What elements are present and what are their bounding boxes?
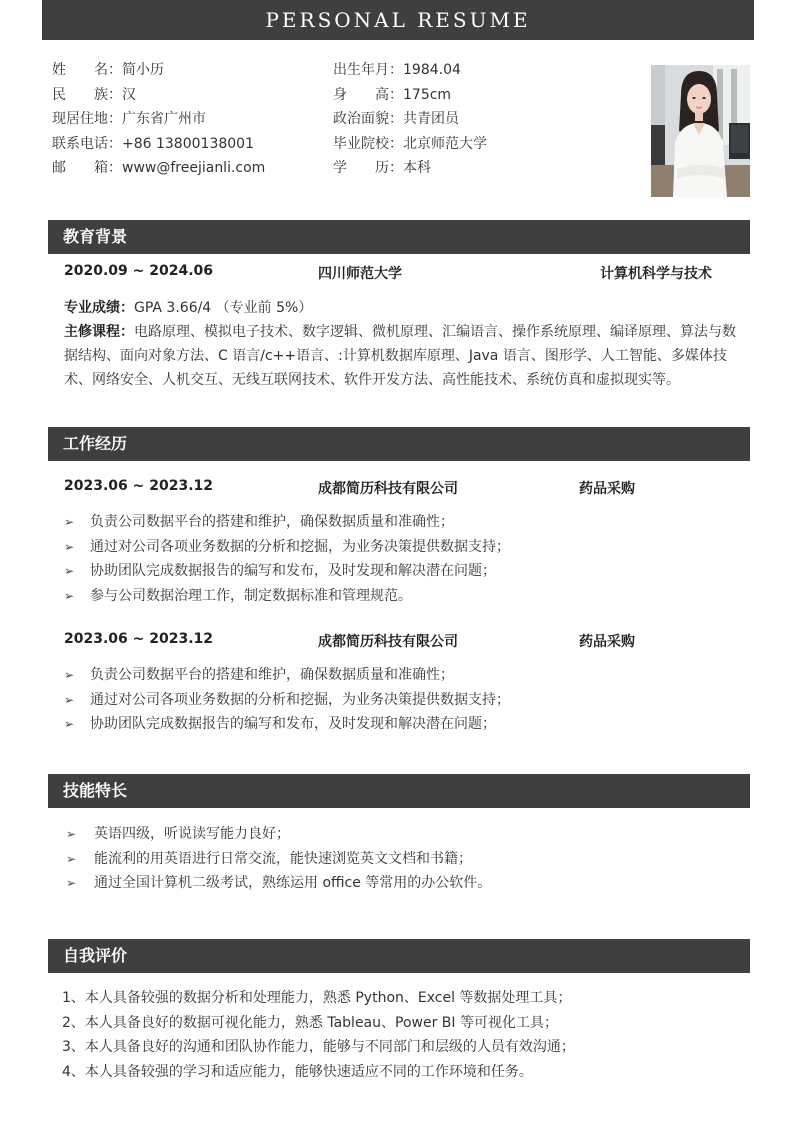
info-label: 联系电话 xyxy=(52,135,108,152)
work-date: 2023.06 ~ 2023.12 xyxy=(64,478,214,494)
list-item: ➢ 协助团队完成数据报告的编写和发布，及时发现和解决潜在问题； xyxy=(64,712,510,737)
info-row-residence: 现居住地：广东省广州市 xyxy=(52,107,265,132)
info-value-degree: 本科 xyxy=(403,160,431,176)
info-row-phone: 联系电话：+86 13800138001 xyxy=(52,132,265,157)
profile-photo-illustration xyxy=(651,65,750,197)
education-major: 计算机科学与技术 xyxy=(600,266,712,282)
list-item: ➢ 参与公司数据治理工作，制定数据标准和管理规范。 xyxy=(64,584,510,609)
list-item: ➢ 负责公司数据平台的搭建和维护，确保数据质量和准确性； xyxy=(64,510,510,535)
info-row-political: 政治面貌：共青团员 xyxy=(333,107,487,132)
info-label: 政治面貌 xyxy=(333,111,389,127)
list-item: 2、本人具备良好的数据可视化能力，熟悉 Tableau、Power BI 等可视化工具； xyxy=(62,1014,558,1031)
info-value-school: 北京师范大学 xyxy=(403,135,487,152)
info-value-political: 共青团员 xyxy=(403,111,459,127)
personal-info-left xyxy=(52,58,265,181)
info-row-height: 身 高 ：175cm xyxy=(333,83,487,108)
work-company: 成都简历科技有限公司 xyxy=(318,634,458,650)
bullet-arrow-icon: ➢ xyxy=(66,851,77,866)
info-value-name: 简小历 xyxy=(122,62,164,78)
info-value-height: 175cm xyxy=(403,86,452,103)
list-item: 1、本人具备较强的数据分析和处理能力，熟悉 Python、Excel 等数据处理工具； xyxy=(62,990,572,1006)
work-position: 药品采购 xyxy=(579,481,635,497)
self-evaluation-list xyxy=(62,986,575,1084)
bullet-arrow-icon: ➢ xyxy=(64,717,75,731)
list-item: ➢ 负责公司数据平台的搭建和维护，确保数据质量和准确性； xyxy=(64,663,510,688)
info-row-school: 毕业院校：北京师范大学 xyxy=(333,132,487,157)
bullet-arrow-icon: ➢ xyxy=(64,668,75,682)
list-item: ➢ 协助团队完成数据报告的编写和发布，及时发现和解决潜在问题； xyxy=(64,559,510,584)
info-label: 姓 名 xyxy=(52,62,108,78)
work-position: 药品采购 xyxy=(579,634,635,650)
skills-list xyxy=(66,822,491,896)
section-title-work: 工作经历 xyxy=(48,427,750,461)
info-value-email: www@freejianli.com xyxy=(122,160,266,176)
info-row-name: 姓 名 ：简小历 xyxy=(52,58,265,83)
info-value-birth: 1984.04 xyxy=(403,62,461,78)
section-title-self-evaluation: 自我评价 xyxy=(48,939,750,973)
list-item: ➢ 英语四级，听说读写能力良好； xyxy=(66,822,491,847)
list-item: 3、本人具备良好的沟通和团队协作能力，能够与不同部门和层级的人员有效沟通； xyxy=(62,1039,575,1055)
bullet-arrow-icon: ➢ xyxy=(66,876,77,890)
list-item: ➢ 能流利的用英语进行日常交流，能快速浏览英文文档和书籍； xyxy=(66,847,491,872)
education-school: 四川师范大学 xyxy=(318,266,402,282)
resume-title-banner xyxy=(42,0,754,40)
work-entry-header xyxy=(64,631,724,651)
education-details xyxy=(64,296,740,392)
info-label: 身 高 xyxy=(333,86,389,103)
list-item: ➢ 通过对公司各项业务数据的分析和挖掘，为业务决策提供数据支持； xyxy=(64,535,510,560)
info-value-ethnicity: 汉 xyxy=(122,86,136,103)
education-score: 专业成绩：GPA 3.66/4 （专业前 5%） xyxy=(64,300,313,316)
section-title-education: 教育背景 xyxy=(48,220,750,254)
info-value-residence: 广东省广州市 xyxy=(122,111,206,127)
bullet-arrow-icon: ➢ xyxy=(64,515,75,529)
section-title-skills: 技能特长 xyxy=(48,774,750,808)
list-item: ➢ 通过对公司各项业务数据的分析和挖掘，为业务决策提供数据支持； xyxy=(64,688,510,713)
personal-info-right xyxy=(333,58,487,181)
education-entry-header xyxy=(64,263,724,283)
info-label: 毕业院校 xyxy=(333,135,389,152)
info-label: 民 族 xyxy=(52,86,108,103)
info-label: 学 历 xyxy=(333,160,389,176)
bullet-arrow-icon: ➢ xyxy=(64,539,75,554)
info-label: 出生年月 xyxy=(333,62,389,78)
info-label: 邮 箱 xyxy=(52,160,108,176)
work-duties-list xyxy=(64,663,510,737)
info-value-phone: +86 13800138001 xyxy=(122,135,254,152)
list-item: ➢ 通过全国计算机二级考试，熟练运用 office 等常用的办公软件。 xyxy=(66,871,491,896)
info-row-birth: 出生年月：1984.04 xyxy=(333,58,487,83)
work-entry-header xyxy=(64,478,724,498)
work-date: 2023.06 ~ 2023.12 xyxy=(64,631,214,647)
education-date: 2020.09 ~ 2024.06 xyxy=(64,263,214,279)
bullet-arrow-icon: ➢ xyxy=(64,692,75,707)
info-row-email: 邮 箱 ：www@freejianli.com xyxy=(52,156,265,181)
work-duties-list xyxy=(64,510,510,608)
bullet-arrow-icon: ➢ xyxy=(66,827,77,841)
info-row-degree: 学 历 ：本科 xyxy=(333,156,487,181)
work-company: 成都简历科技有限公司 xyxy=(318,481,458,497)
info-label: 现居住地 xyxy=(52,111,108,127)
education-courses: 主修课程：电路原理、模拟电子技术、数字逻辑、微机原理、汇编语言、操作系统原理、编译原理、算法与数据结构、面向对象方法、C 语言/c++语言、:计算机数据库原理、Java 语言、图形学、人工智能、多媒体技术、网络安全、人机交互、无线互联网技术、软件开发方法、高性能技术、系统仿真和虚拟现实等。 xyxy=(64,324,736,388)
bullet-arrow-icon: ➢ xyxy=(64,564,75,578)
info-row-ethnicity: 民 族 ：汉 xyxy=(52,83,265,108)
list-item: 4、本人具备较强的学习和适应能力，能够快速适应不同的工作环境和任务。 xyxy=(62,1063,533,1080)
profile-photo xyxy=(651,65,750,197)
resume-title: PERSONAL RESUME xyxy=(265,8,531,32)
bullet-arrow-icon: ➢ xyxy=(64,588,75,603)
